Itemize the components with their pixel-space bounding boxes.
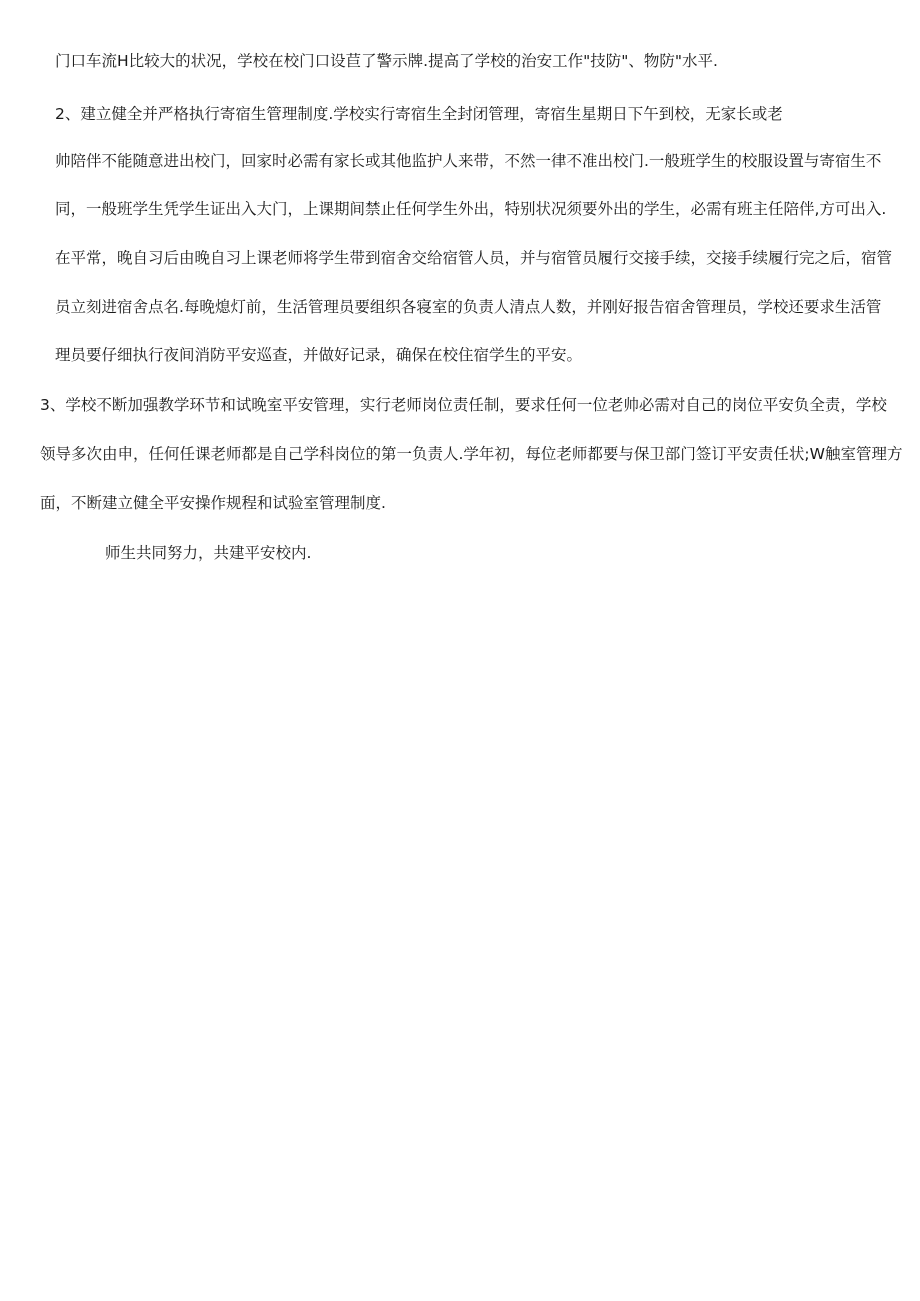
paragraph-2-line-2: 帅陪伴不能随意进出校门，回家时必需有家长或其他监护人来带，不然一律不准出校门.一般班学生的校服设置与寄宿生不 (55, 152, 882, 170)
paragraph-1-line-1: 门口车流H比较大的状况，学校在校门口设苣了警示牌.提高了学校的治安工作"技防"、物防"水平. (55, 52, 718, 70)
paragraph-2-line-6: 理员要仔细执行夜间消防平安巡查，并做好记录，确保在校住宿学生的平安。 (55, 346, 583, 364)
paragraph-3-line-1: 3、学校不断加强教学环节和试晚室平安管理，实行老师岗位责任制，要求任何一位老帅必需对自己的岗位平安负全责，学校 (40, 396, 887, 414)
paragraph-2-line-1: 2、建立健全并严格执行寄宿生管理制度.学校实行寄宿生全封闭管理，寄宿生星期日下午到校，无家长或老 (55, 105, 783, 123)
paragraph-3-line-3: 面，不断建立健全平安操作规程和试验室管理制度. (40, 494, 386, 512)
paragraph-3-line-2: 领导多次由申，任何任课老师都是自己学科岗位的第一负责人.学年初，每位老师都要与保卫部门签订平安责任状;W触室管理方 (40, 445, 903, 463)
paragraph-4-line-1: 师生共同努力，共建平安校内. (105, 544, 312, 562)
paragraph-2-line-4: 在平常，晚自习后由晚自习上课老师将学生带到宿舍交给宿管人员，并与宿管员履行交接手续，交接手续履行完之后，宿管 (55, 249, 893, 267)
paragraph-2-line-3: 同，一般班学生凭学生证出入大门，上课期间禁止任何学生外出，特别状况须要外出的学生，必需有班主任陪伴,方可出入. (55, 200, 887, 218)
paragraph-2-line-5: 员立刻进宿舍点名.每晚熄灯前，生活管理员要组织各寝室的负责人清点人数，并刚好报告宿舍管理员，学校还要求生活管 (55, 298, 882, 316)
